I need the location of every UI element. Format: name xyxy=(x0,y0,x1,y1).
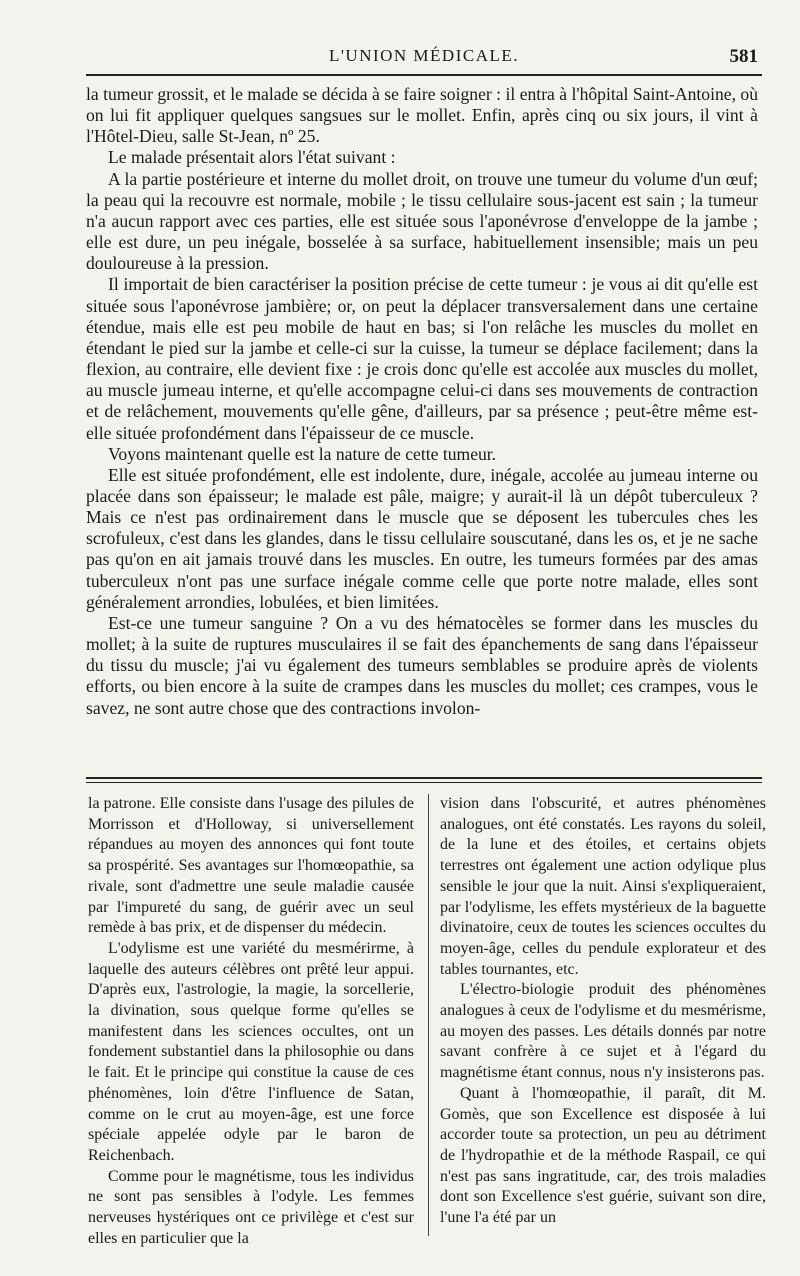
main-paragraph-7: Est-ce une tumeur sanguine ? On a vu des hématocèles se former dans les muscles du mollet; à la suite de ruptures musculaires il se fait des épanchements de sang dans l'épaisseur du tissu du muscle; j'ai vu également des tumeurs semblables se produire après de violents efforts, ou bien encore à la suite de crampes dans les muscles du mollet; ces crampes, vous le savez, ne sont autre chose que des contractions involon- xyxy=(86,612,758,718)
right-paragraph-1: vision dans l'obscurité, et autres phénomènes analogues, ont été constatés. Les rayons du soleil, de la lune et des étoiles, et certains objets terrestres ont également une action odylique plus sensible le jour que la nuit. Ainsi s'expliqueraient, par l'odylisme, les effets mystérieux de la baguette divinatoire, ceux de toutes les sciences occultes du moyen-âge, celles du pendule explorateur et des tables tournantes, etc. xyxy=(440,795,766,978)
main-paragraph-3: A la partie postérieure et interne du mollet droit, on trouve une tumeur du volume d'un œuf; la peau qui la recouvre est normale, mobile ; le tissu cellulaire sous-jacent est sain ; la tumeur n'a aucun rapport avec ces parties, elle est située sous l'aponévrose d'enveloppe de la jambe ; elle est dure, un peu inégale, bosselée à sa surface, habituellement insensible; mais un peu douloureuse à la pression. xyxy=(86,168,758,274)
page-number: 581 xyxy=(729,46,758,67)
feuilleton-separator-rule xyxy=(86,777,762,783)
main-paragraph-4: Il importait de bien caractériser la position précise de cette tumeur : je vous ai dit qu'elle est située sous l'aponévrose jambière; or, on peut la déplacer transversalement dans une certaine étendue, mais elle est peu mobile de haut en bas; si l'on relâche les muscles du mollet en étendant le pied sur la jambe et celle-ci sur la cuisse, la tumeur se déplace facilement; dans la flexion, au contraire, elle devient fixe : je crois donc qu'elle est accolée aux muscles du mollet, au muscle jumeau interne, et qu'elle accompagne celui-ci dans ses mouvements de contraction et de relâchement, mouvements qu'elle gêne, d'ailleurs, par sa présence ; peut-être même est-elle située profondément dans l'épaisseur de ce muscle. xyxy=(86,274,758,443)
running-title: L'UNION MÉDICALE. xyxy=(328,46,520,65)
main-paragraph-2: Le malade présentait alors l'état suivant : xyxy=(108,147,396,168)
main-article xyxy=(86,84,758,719)
left-paragraph-3: Comme pour le magnétisme, tous les individus ne sont pas sensibles à l'odyle. Les femmes nerveuses hystériques ont ce privilège et c'est sur elles en particulier que la xyxy=(88,1167,414,1247)
right-paragraph-2: L'électro-biologie produit des phénomènes analogues à ceux de l'odylisme et du mesmérisme, au moyen des passes. Les détails donnés par notre savant confrère à ce sujet et à l'égard du magnétisme étant connus, nous n'y insisterons pas. xyxy=(440,981,766,1082)
page-header xyxy=(86,44,762,72)
column-divider xyxy=(428,794,429,1236)
feuilleton-right-column xyxy=(440,794,766,1229)
main-paragraph-6: Elle est située profondément, elle est indolente, dure, inégale, accolée au jumeau interne ou placée dans son épaisseur; le malade est pâle, maigre; y aurait-il là un dépôt tuberculeux ? Mais ce n'est pas ordinairement dans le muscle que se déposent les tubercules ches les scrofuleux, c'est dans les glandes, dans le tissu cellulaire souscutané, dans les os, et je ne sache pas qu'on en ait jamais trouvé dans les muscles. En outre, les tumeurs formées par des amas tuberculeux n'ont pas une surface inégale comme celle que porte notre malade, elles sont généralement arrondies, lobulées, et bien limitées. xyxy=(86,464,758,612)
left-paragraph-2: L'odylisme est une variété du mesmérirme, à laquelle des auteurs célèbres ont prêté leur appui. D'après eux, l'astrologie, la magie, la sorcellerie, la divination, sous quelque forme qu'elles se manifestent dans les sciences occultes, ont un fondement substantiel dans la philosophie ou dans le fait. Et le principe qui constitue la cause de ces phénomènes, loin d'être l'influence de Satan, comme on le crut au moyen-âge, est une force spéciale appelée odyle par le baron de Reichenbach. xyxy=(88,939,414,1164)
main-paragraph-1: la tumeur grossit, et le malade se décida à se faire soigner : il entra à l'hôpital Saint-Antoine, où on lui fit appliquer quelques sangsues sur le mollet. Enfin, après cinq ou six jours, il vint à l'Hôtel-Dieu, salle St-Jean, nº 25. xyxy=(86,84,758,147)
right-paragraph-3: Quant à l'homœopathie, il paraît, dit M. Gomès, que son Excellence est disposée à lui accorder toute sa protection, un peu au détriment de l'hydropathie et de la méthode Raspail, ce qui n'est pas sans ingratitude, car, des trois maladies dont son Excellence s'est guérie, suivant son dire, l'une l'a été par un xyxy=(440,1084,766,1227)
header-rule xyxy=(86,74,762,76)
feuilleton-left-column xyxy=(88,794,414,1249)
main-paragraph-5: Voyons maintenant quelle est la nature de cette tumeur. xyxy=(108,443,497,464)
left-paragraph-1: la patrone. Elle consiste dans l'usage des pilules de Morrisson et d'Holloway, si universellement répandues au moyen des annonces qui font toute sa prospérité. Ses avantages sur l'homœopathie, sa rivale, sont d'admettre une seule maladie causée par l'impureté du sang, de guérir avec un seul remède à bas prix, et de dispenser du médecin. xyxy=(88,795,414,937)
